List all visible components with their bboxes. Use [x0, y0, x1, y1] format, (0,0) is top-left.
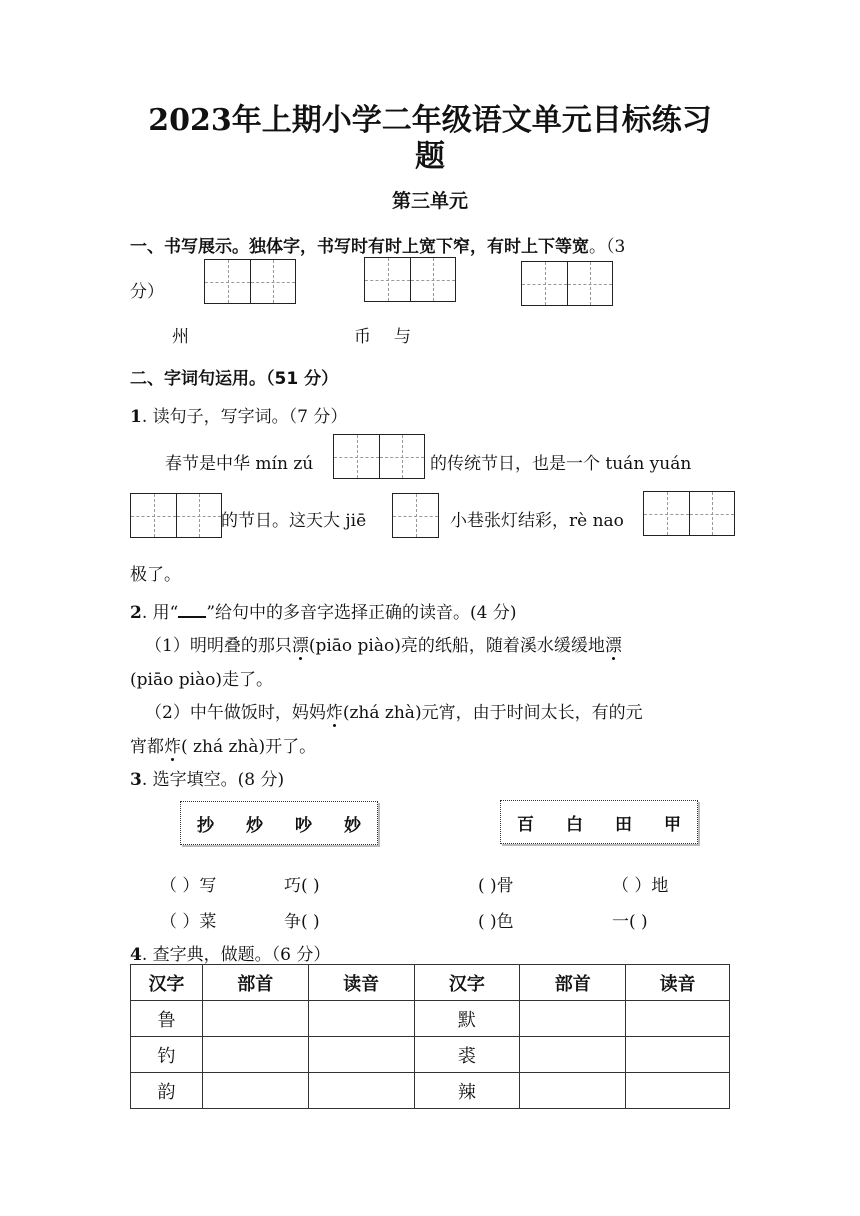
header-bushou: 部首 [202, 965, 308, 1001]
q1-grid-renao[interactable] [643, 491, 735, 536]
cell-char: 韵 [131, 1073, 203, 1109]
char-box-1 [180, 801, 378, 845]
cell-blank[interactable] [520, 1037, 626, 1073]
table-row [131, 1037, 730, 1073]
q2-sentence-2-cont: 宵都炸( zhá zhà)开了。 [130, 737, 317, 757]
cell-blank[interactable] [520, 1073, 626, 1109]
title-line-1: 2023年上期小学二年级语文单元目标练习 [148, 103, 712, 138]
cell-blank[interactable] [202, 1037, 308, 1073]
cell-blank[interactable] [308, 1073, 414, 1109]
q1-text-c: 的节日。这天大 jiē [221, 511, 367, 531]
underline-mark [178, 616, 206, 618]
title-line-2: 题 [415, 139, 445, 174]
q1-text-d: 小巷张灯结彩，rè nao [450, 511, 624, 531]
option-char: 炒 [246, 815, 263, 836]
option-char: 甲 [664, 814, 681, 835]
q1-text-e: 极了。 [130, 565, 181, 585]
table-row [131, 1073, 730, 1109]
q4-prompt: 4. 查字典，做题。（6 分） [130, 945, 331, 965]
writing-grid-1[interactable] [204, 259, 296, 304]
q2-sentence-1: （1）明明叠的那只漂(piāo piào)亮的纸船，随着溪水缓缓地漂 [145, 636, 622, 656]
char-zhou: 州 [172, 327, 189, 347]
writing-grid-3[interactable] [521, 261, 613, 306]
q1-grid-tuanyuan[interactable] [130, 493, 222, 538]
table-row [131, 1001, 730, 1037]
cell-blank[interactable] [202, 1073, 308, 1109]
writing-grid-2[interactable] [364, 257, 456, 302]
char-yu: 与 [394, 327, 411, 347]
unit-subtitle: 第三单元 [391, 190, 468, 212]
fill-blank[interactable]: 巧( ) [284, 876, 320, 896]
cell-blank[interactable] [626, 1037, 730, 1073]
q2-prompt: 2. 用“ ”给句中的多音字选择正确的读音。(4 分) [130, 603, 517, 623]
q2-sentence-1-cont: (piāo piào)走了。 [130, 670, 274, 690]
fill-blank[interactable]: （ ）菜 [160, 912, 217, 932]
table-header-row [131, 965, 730, 1001]
cell-blank[interactable] [308, 1001, 414, 1037]
section-1-score: 分） [130, 282, 164, 302]
cell-blank[interactable] [308, 1037, 414, 1073]
fill-blank[interactable]: 争( ) [284, 912, 320, 932]
cell-blank[interactable] [626, 1001, 730, 1037]
header-duyin: 读音 [308, 965, 414, 1001]
q1-text-a: 春节是中华 mín zú [165, 454, 314, 474]
cell-blank[interactable] [626, 1073, 730, 1109]
section-2-heading: 二、字词句运用。（51 分） [130, 369, 339, 389]
header-duyin: 读音 [626, 965, 730, 1001]
cell-char: 钓 [131, 1037, 203, 1073]
cell-char: 鲁 [131, 1001, 203, 1037]
char-bi: 币 [354, 327, 371, 347]
option-char: 田 [615, 814, 632, 835]
q1-grid-minzu[interactable] [333, 434, 425, 479]
cell-char: 辣 [414, 1073, 520, 1109]
q3-prompt: 3. 选字填空。(8 分) [130, 770, 285, 790]
fill-blank[interactable]: 一( ) [612, 912, 648, 932]
fill-blank[interactable]: （ ）地 [612, 876, 669, 896]
option-char: 吵 [295, 815, 312, 836]
fill-blank[interactable]: ( )色 [478, 912, 514, 932]
fill-blank[interactable]: （ ）写 [160, 876, 217, 896]
q1-prompt: 1. 读句子，写字词。（7 分） [130, 407, 348, 427]
q1-text-b: 的传统节日，也是一个 tuán yuán [430, 454, 692, 474]
header-hanzi: 汉字 [414, 965, 520, 1001]
cell-blank[interactable] [202, 1001, 308, 1037]
option-char: 抄 [197, 815, 214, 836]
header-hanzi: 汉字 [131, 965, 203, 1001]
cell-char: 默 [414, 1001, 520, 1037]
option-char: 白 [566, 814, 583, 835]
option-char: 百 [517, 814, 534, 835]
cell-blank[interactable] [520, 1001, 626, 1037]
header-bushou: 部首 [520, 965, 626, 1001]
cell-char: 裘 [414, 1037, 520, 1073]
q1-grid-jie[interactable] [392, 493, 439, 538]
char-box-2 [500, 800, 698, 844]
section-1-heading: 一、书写展示。独体字，书写时有时上宽下窄，有时上下等宽。（3 [130, 237, 626, 257]
option-char: 妙 [344, 815, 361, 836]
fill-blank[interactable]: ( )骨 [478, 876, 514, 896]
q2-sentence-2: （2）中午做饭时，妈妈炸(zhá zhà)元宵，由于时间太长，有的元 [145, 703, 643, 723]
dictionary-table [130, 964, 730, 1109]
